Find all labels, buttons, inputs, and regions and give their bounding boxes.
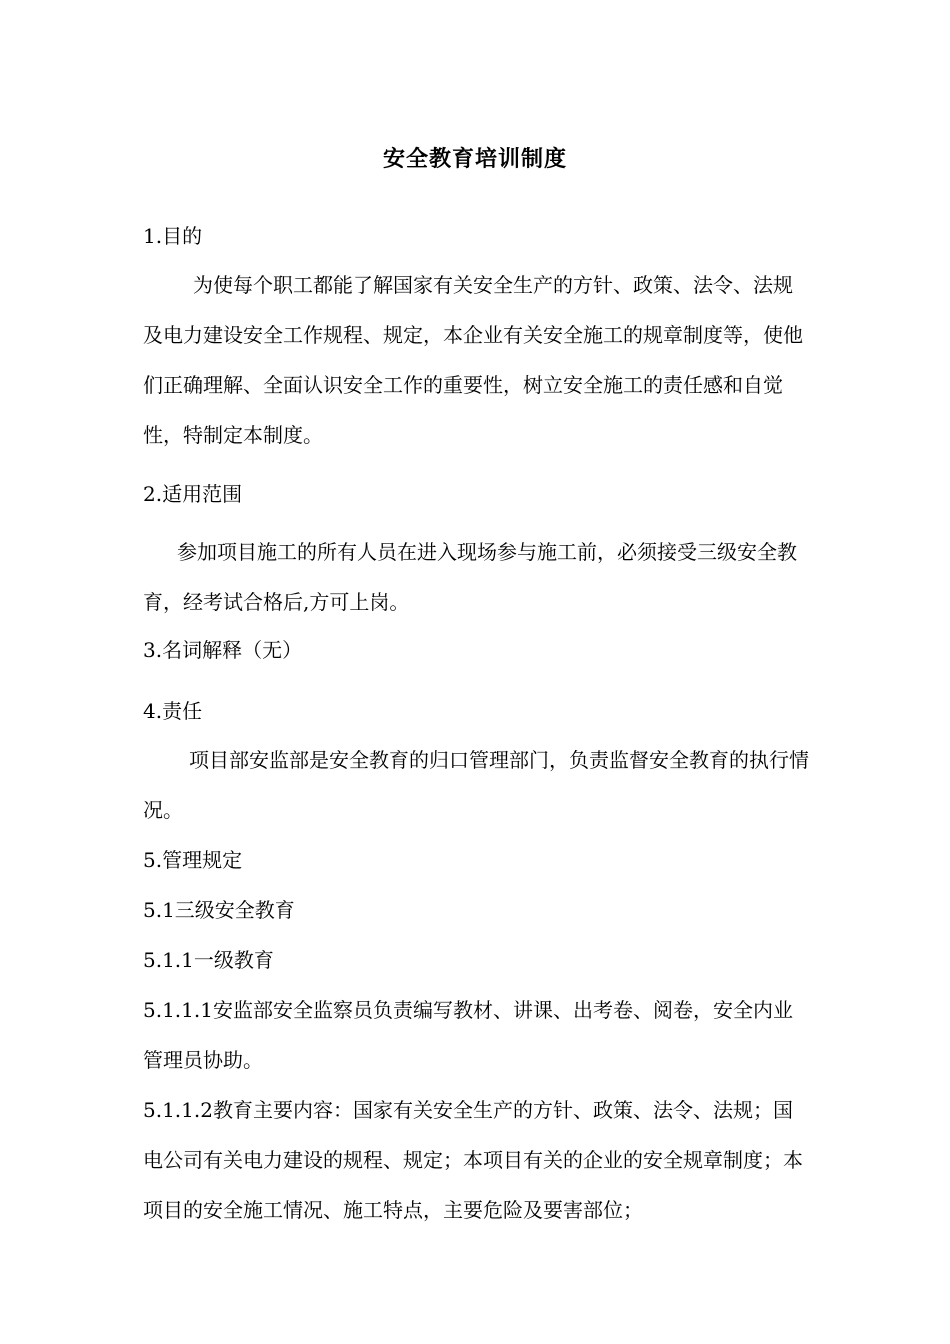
- section-1-heading: 1.目的: [143, 224, 203, 248]
- section-1-paragraph: 为使每个职工都能了解国家有关安全生产的方针、政策、法令、法规及电力建设安全工作规程、规定，本企业有关安全施工的规章制度等，使他们正确理解、全面认识安全工作的重要性，树立安全施工的责任感和自觉性，特制定本制度。: [143, 273, 803, 447]
- document-title: 安全教育培训制度: [382, 147, 567, 172]
- section-2-heading: 2.适用范围: [143, 482, 243, 506]
- section-5-1-1-1-paragraph: 5.1.1.1安监部安全监察员负责编写教材、讲课、出考卷、阅卷，安全内业管理员协助。: [143, 998, 793, 1072]
- section-2-paragraph: 参加项目施工的所有人员在进入现场参与施工前，必须接受三级安全教育，经考试合格后,方可上岗。: [143, 540, 797, 614]
- section-5-heading: 5.管理规定: [143, 848, 243, 872]
- section-4-heading: 4.责任: [143, 699, 203, 723]
- section-5-1-1-2-paragraph: 5.1.1.2教育主要内容：国家有关安全生产的方针、政策、法令、法规；国电公司有关电力建设的规程、规定；本项目有关的企业的安全规章制度；本项目的安全施工情况、施工特点，主要危险及要害部位；: [143, 1098, 803, 1222]
- section-5-1-1-heading: 5.1.1一级教育: [143, 948, 274, 972]
- section-4-paragraph: 项目部安监部是安全教育的归口管理部门，负责监督安全教育的执行情况。: [143, 748, 809, 822]
- section-3-heading: 3.名词解释（无）: [143, 638, 303, 662]
- section-5-1-heading: 5.1三级安全教育: [143, 898, 295, 922]
